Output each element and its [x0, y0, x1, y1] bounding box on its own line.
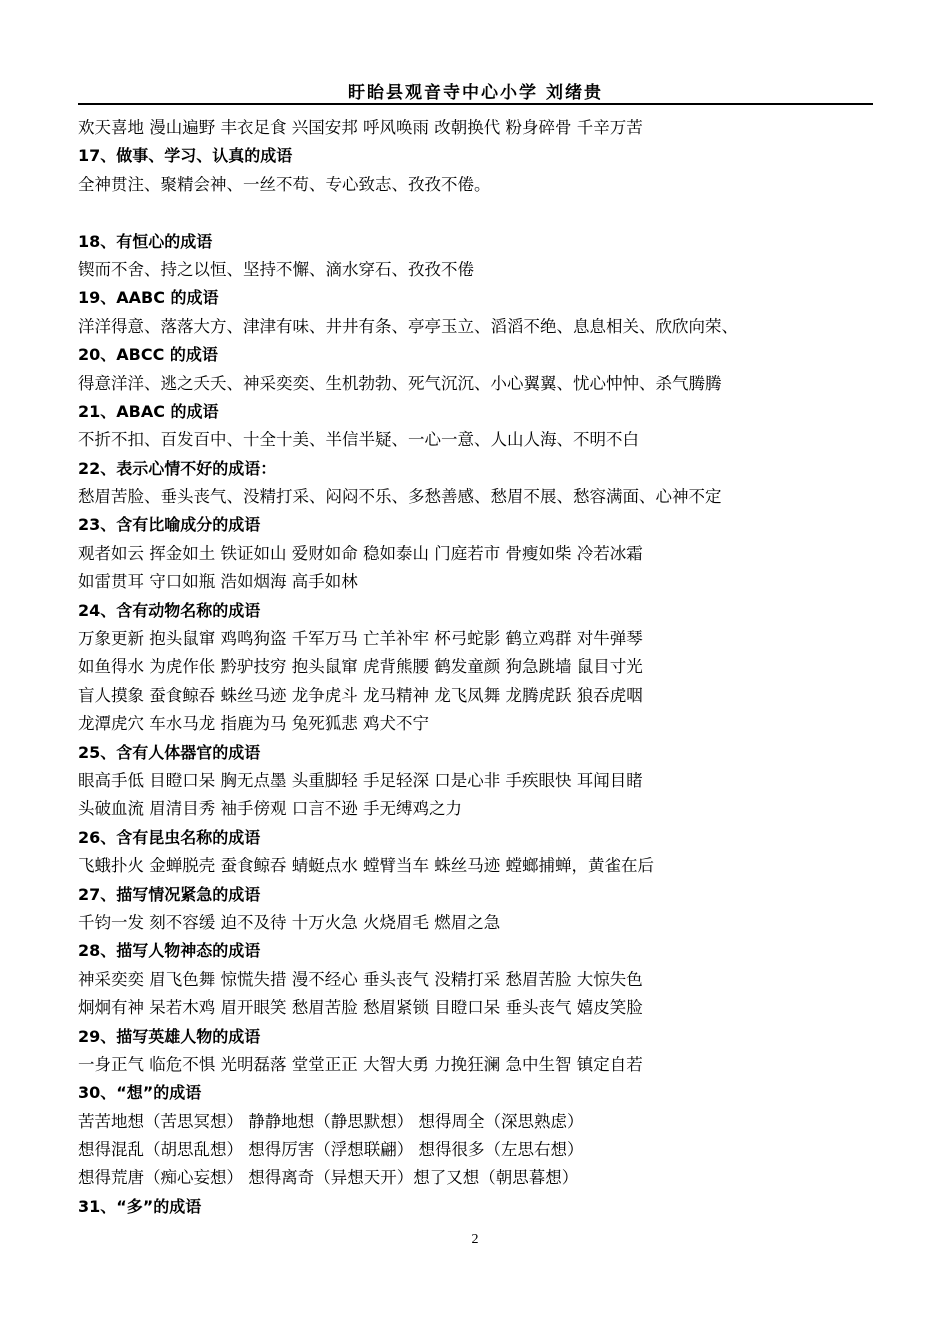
idiom-line: 苦苦地想（苦思冥想） 静静地想（静思默想） 想得周全（深思熟虑）: [78, 1111, 584, 1131]
idiom-line: 龙潭虎穴 车水马龙 指鹿为马 兔死狐悲 鸡犬不宁: [78, 714, 429, 734]
idiom-line: 眼高手低 目瞪口呆 胸无点墨 头重脚轻 手足轻深 口是心非 手疾眼快 耳闻目睹: [78, 770, 643, 790]
section-heading: 22、表示心情不好的成语：: [78, 458, 277, 478]
section-heading: 23、含有比喻成分的成语: [78, 515, 261, 535]
idiom-line: 神采奕奕 眉飞色舞 惊慌失措 漫不经心 垂头丧气 没精打采 愁眉苦脸 大惊失色: [78, 969, 643, 989]
idiom-line: 万象更新 抱头鼠窜 鸡鸣狗盗 千军万马 亡羊补牢 杯弓蛇影 鹤立鸡群 对牛弹琴: [78, 629, 643, 649]
idiom-line: 千钧一发 刻不容缓 迫不及待 十万火急 火烧眉毛 燃眉之急: [78, 912, 501, 932]
idiom-line: 飞蛾扑火 金蝉脱壳 蚕食鲸吞 蜻蜓点水 螳臂当车 蛛丝马迹 螳螂捕蝉，黄雀在后: [78, 856, 654, 876]
section-heading: 27、描写情况紧急的成语: [78, 884, 261, 904]
idiom-line: 炯炯有神 呆若木鸡 眉开眼笑 愁眉苦脸 愁眉紧锁 目瞪口呆 垂头丧气 嬉皮笑脸: [78, 998, 643, 1018]
blank-line: [78, 199, 873, 227]
section-heading: 20、ABCC 的成语: [78, 345, 218, 365]
idiom-line: 愁眉苦脸、垂头丧气、没精打采、闷闷不乐、多愁善感、愁眉不展、愁容满面、心神不定: [78, 487, 722, 507]
idiom-line: 锲而不舍、持之以恒、坚持不懈、滴水穿石、孜孜不倦: [78, 259, 474, 279]
idiom-line: 全神贯注、聚精会神、一丝不苟、专心致志、孜孜不倦。: [78, 174, 491, 194]
idiom-line: 想得混乱（胡思乱想） 想得厉害（浮想联翩） 想得很多（左思右想）: [78, 1140, 584, 1160]
section-heading: 28、描写人物神态的成语: [78, 941, 261, 961]
section-heading: 18、有恒心的成语: [78, 231, 213, 251]
idiom-line: 如雷贯耳 守口如瓶 浩如烟海 高手如林: [78, 572, 358, 592]
section-heading: 26、含有昆虫名称的成语: [78, 827, 261, 847]
idiom-line: 欢天喜地 漫山遍野 丰衣足食 兴国安邦 呼风唤雨 改朝换代 粉身碎骨 千辛万苦: [78, 118, 643, 137]
section-heading: 29、描写英雄人物的成语: [78, 1026, 261, 1046]
idiom-line: 如鱼得水 为虎作伥 黔驴技穷 抱头鼠窜 虎背熊腰 鹤发童颜 狗急跳墙 鼠目寸光: [78, 657, 643, 677]
section-heading: 24、含有动物名称的成语: [78, 600, 261, 620]
idiom-line: 洋洋得意、落落大方、津津有味、井井有条、亭亭玉立、滔滔不绝、息息相关、欣欣向荣、: [78, 316, 738, 336]
idiom-line: 不折不扣、百发百中、十全十美、半信半疑、一心一意、人山人海、不明不白: [78, 430, 639, 450]
section-heading: 17、做事、学习、认真的成语: [78, 146, 293, 166]
page-header-title: 盱眙县观音寺中心小学 刘绪贵: [348, 83, 603, 103]
section-heading: 25、含有人体器官的成语: [78, 742, 261, 762]
idiom-line: 想得荒唐（痴心妄想） 想得离奇（异想天开）想了又想（朝思暮想）: [78, 1168, 579, 1188]
document-body: [78, 114, 873, 1221]
section-heading: 21、ABAC 的成语: [78, 401, 219, 421]
idiom-line: 头破血流 眉清目秀 袖手傍观 口言不逊 手无缚鸡之力: [78, 799, 462, 819]
section-heading: 31、“多”的成语: [78, 1196, 202, 1216]
idiom-line: 得意洋洋、逃之夭夭、神采奕奕、生机勃勃、死气沉沉、小心翼翼、忧心忡忡、杀气腾腾: [78, 373, 722, 393]
idiom-line: 一身正气 临危不惧 光明磊落 堂堂正正 大智大勇 力挽狂澜 急中生智 镇定自若: [78, 1054, 643, 1074]
header-divider: [78, 103, 873, 105]
section-heading: 19、AABC 的成语: [78, 288, 219, 308]
idiom-line: 盲人摸象 蚕食鲸吞 蛛丝马迹 龙争虎斗 龙马精神 龙飞凤舞 龙腾虎跃 狼吞虎咽: [78, 685, 643, 705]
section-heading: 30、“想”的成语: [78, 1083, 202, 1103]
page-number: 2: [471, 1232, 479, 1247]
idiom-line: 观者如云 挥金如土 铁证如山 爱财如命 稳如泰山 门庭若市 骨瘦如柴 冷若冰霜: [78, 543, 643, 563]
